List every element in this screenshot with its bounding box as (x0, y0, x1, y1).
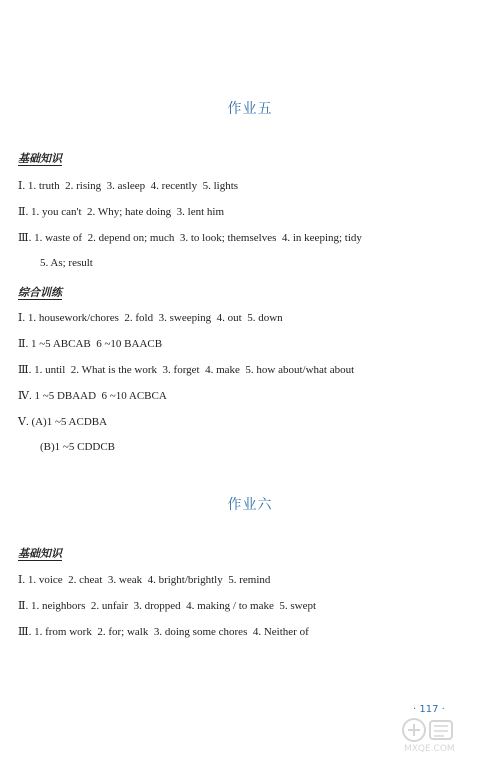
section-title-6: 作业六 (227, 497, 273, 513)
answer-line: Ⅴ. (A)1 ~5 ACDBA (18, 416, 108, 428)
answer-line: 5. As; result (40, 257, 93, 269)
page-number: · 117 · (413, 704, 445, 715)
answer-line: Ⅲ. 1. from work 2. for; walk 3. doing some chores 4. Neither of (18, 626, 309, 638)
answer-line: Ⅱ. 1. you can't 2. Why; hate doing 3. lent him (18, 206, 225, 218)
answer-line: Ⅰ. 1. truth 2. rising 3. asleep 4. recently 5. lights (18, 180, 239, 192)
watermark-logo-icon (400, 716, 496, 754)
svg-text:MXQE.COM: MXQE.COM (404, 744, 455, 754)
answer-line: Ⅰ. 1. voice 2. cheat 3. weak 4. bright/brightly 5. remind (18, 574, 271, 586)
answer-line: Ⅲ. 1. until 2. What is the work 3. forget 4. make 5. how about/what about (18, 364, 355, 376)
answer-line: Ⅲ. 1. waste of 2. depend on; much 3. to look; themselves 4. in keeping; tidy (18, 232, 362, 244)
answer-line: Ⅱ. 1. neighbors 2. unfair 3. dropped 4. making / to make 5. swept (18, 600, 317, 612)
answer-line: Ⅱ. 1 ~5 ABCAB 6 ~10 BAACB (18, 338, 163, 350)
answer-line: (B)1 ~5 CDDCB (40, 441, 116, 453)
heading-basic-knowledge: 基础知识 (18, 547, 62, 560)
answer-line: Ⅰ. 1. housework/chores 2. fold 3. sweeping 4. out 5. down (18, 312, 283, 324)
section-title-5: 作业五 (227, 101, 273, 117)
heading-comprehensive-training: 综合训练 (18, 286, 62, 299)
heading-basic-knowledge: 基础知识 (18, 152, 62, 165)
answer-line: Ⅳ. 1 ~5 DBAAD 6 ~10 ACBCA (18, 390, 167, 402)
